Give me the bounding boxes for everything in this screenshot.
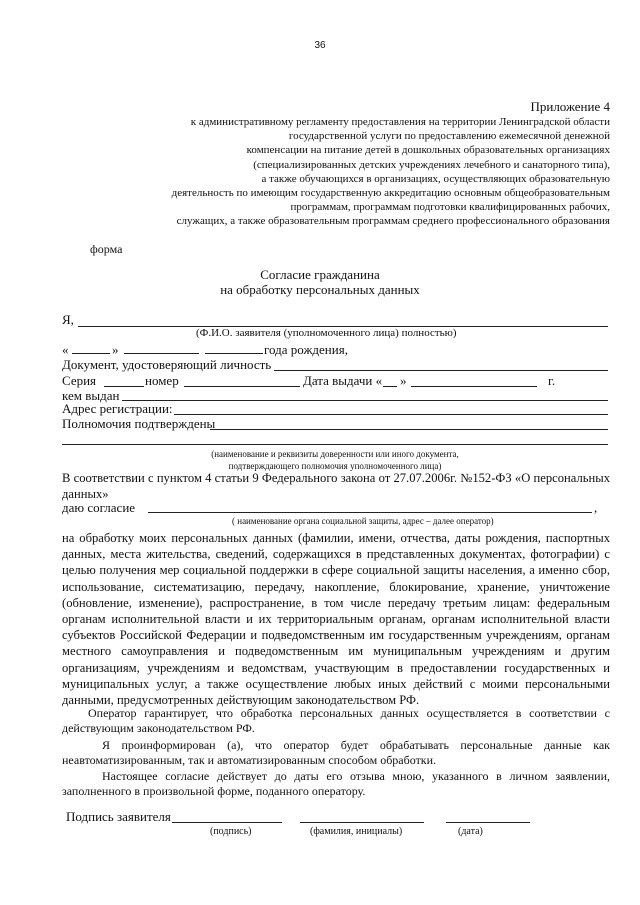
- appendix-title: Приложение 4: [530, 99, 610, 114]
- appendix-line: государственной услуги по предоставлению ежемесячной денежной: [288, 130, 610, 143]
- signature-label: Подпись заявителя: [66, 809, 171, 824]
- powers-field-continued[interactable]: [62, 444, 608, 445]
- issued-by-field[interactable]: [122, 400, 608, 401]
- appendix-line: служащих, а также образовательным программам среднего профессионального образования: [176, 215, 610, 228]
- series-label: Серия: [62, 373, 97, 388]
- birth-year-field[interactable]: [205, 353, 263, 354]
- appendix-line: (специализированных детских учреждениях лечебного и санаторного типа),: [253, 158, 610, 171]
- powers-label: Полномочия подтверждены: [62, 416, 216, 431]
- birth-quote-close: »: [112, 342, 119, 357]
- birth-quote-open: «: [62, 342, 69, 357]
- signature-hint: (подпись): [210, 826, 252, 837]
- operator-comma: ,: [594, 500, 598, 515]
- reg-address-label: Адрес регистрации:: [62, 401, 173, 416]
- consent-intro: В соответствии с пунктом 4 статьи 9 Федерального закона от 27.07.2006г. №152-ФЗ «О персональных данных»: [62, 471, 610, 502]
- date-hint: (дата): [458, 826, 483, 837]
- document-field[interactable]: [274, 370, 608, 371]
- operator-field[interactable]: [148, 512, 592, 513]
- operator-guarantee: Оператор гарантирует, что обработка персональных данных осуществляется в соответствии с действующим законодательством РФ.: [62, 706, 610, 735]
- fio-hint: (Ф.И.О. заявителя (уполномоченного лица) полностью): [196, 327, 457, 339]
- birth-day-field[interactable]: [72, 353, 110, 354]
- appendix-line: а также обучающихся в организациях, осуществляющих образовательную: [261, 172, 610, 185]
- issue-quote-close: »: [400, 373, 407, 388]
- form-label: форма: [90, 242, 123, 256]
- powers-hint-1: (наименование и реквизиты доверенности или иного документа,: [211, 449, 459, 459]
- appendix-line: компенсации на питание детей в дошкольных образовательных организациях: [246, 144, 610, 157]
- number-label: номер: [145, 373, 179, 388]
- document-title: [0, 267, 640, 297]
- year-suffix: г.: [548, 373, 556, 388]
- number-field[interactable]: [184, 386, 300, 387]
- give-consent-label: даю согласие: [62, 500, 136, 515]
- birth-year-label: года рождения,: [264, 342, 348, 357]
- name-hint: (фамилия, инициалы): [310, 826, 403, 837]
- validity-statement: Настоящее согласие действует до даты его отзыва мною, указанного в личном заявлении, заполненного в произвольной форме, поданного оператору.: [62, 769, 610, 798]
- issue-day-field[interactable]: [383, 386, 397, 387]
- issue-date-label: Дата выдачи «: [303, 373, 383, 388]
- ya-label: Я,: [62, 312, 74, 327]
- issued-by-label: кем выдан: [62, 388, 120, 403]
- appendix-line: программам, программам подготовки квалифицированных рабочих,: [290, 201, 610, 214]
- informed-statement: Я проинформирован (а), что оператор будет обрабатывать персональные данные как неавтоматизированным, так и автоматизированным способом обработки.: [62, 738, 610, 767]
- title-line-2: на обработку персональных данных: [220, 282, 420, 297]
- issue-month-year-field[interactable]: [411, 386, 537, 387]
- appendix-line: к административному регламенту предоставления на территории Ленинградской области: [190, 116, 610, 128]
- series-field[interactable]: [104, 386, 144, 387]
- appendix-description: [140, 115, 610, 229]
- signature-field[interactable]: [172, 822, 282, 823]
- powers-field[interactable]: [210, 429, 608, 430]
- reg-address-field[interactable]: [174, 414, 608, 415]
- title-line-1: Согласие гражданина: [260, 267, 380, 282]
- consent-body: на обработку моих персональных данных (фамилии, имени, отчества, даты рождения, паспортных данных, места жительства, сведений, содержащихся в представленных документах, фотографии) с целью получения мер социальной поддержки в сфере социальной защиты населения, а именно сбор, использование, систематизацию, передачу, накопление, блокирование, хранение, уничтожение (обновление, изменение), распространение, в том числе передачу третьим лицам: федеральным органам исполнительной власти и их территориальным органам, органам исполнительной власти субъектов Российской Федерации и подведомственным им государственным учреждениям, органам местного самоуправления и подведомственным им муниципальным учреждениям и другим организациям, учреждениям и ведомствам, участвующим в предоставлении государственных и муниципальных услуг, а также осуществление любых иных действий с моими персональными данными, предусмотренных действующим законодательством РФ.: [62, 531, 610, 708]
- document-label: Документ, удостоверяющий личность: [62, 357, 272, 372]
- name-initials-field[interactable]: [300, 822, 424, 823]
- powers-hint-2: подтверждающего полномочия уполномоченного лица): [228, 461, 442, 471]
- page-number: 36: [314, 40, 326, 51]
- birth-month-field[interactable]: [124, 353, 199, 354]
- date-field[interactable]: [446, 822, 530, 823]
- operator-hint: ( наименование органа социальной защиты, адрес – далее оператор): [232, 516, 494, 526]
- appendix-line: деятельность по имеющим государственную аккредитацию основным общеобразовательным: [171, 187, 610, 200]
